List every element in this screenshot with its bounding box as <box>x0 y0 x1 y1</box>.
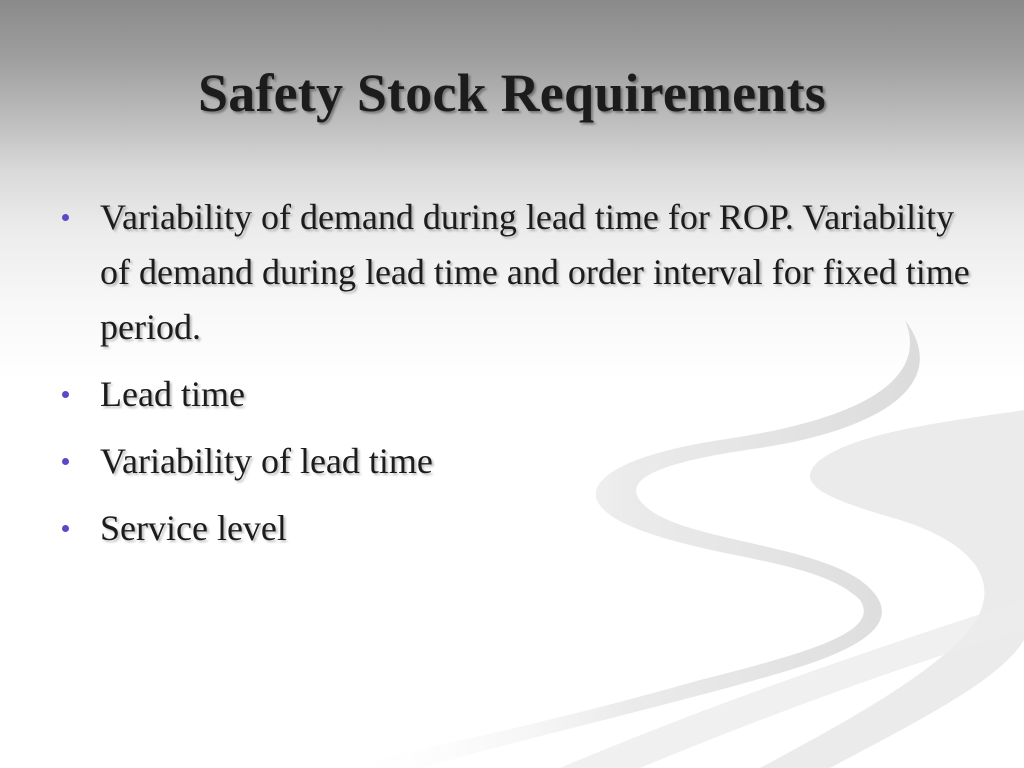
bullet-dot-icon <box>62 458 69 465</box>
bullet-item <box>62 434 982 489</box>
bullet-dot-icon <box>62 525 69 532</box>
bullet-list <box>62 190 982 568</box>
bullet-text: Lead time <box>100 374 245 414</box>
bullet-text: Variability of lead time <box>100 441 433 481</box>
bullet-item <box>62 367 982 422</box>
bullet-item <box>62 501 982 556</box>
bullet-text: Variability of demand during lead time for ROP. Variability of demand during lead time and order interval for fixed time period. <box>100 197 970 347</box>
bullet-dot-icon <box>62 391 69 398</box>
slide-title: Safety Stock Requirements <box>198 63 826 123</box>
bullet-text: Service level <box>100 508 287 548</box>
bullet-dot-icon <box>62 214 69 221</box>
bullet-item <box>62 190 982 355</box>
